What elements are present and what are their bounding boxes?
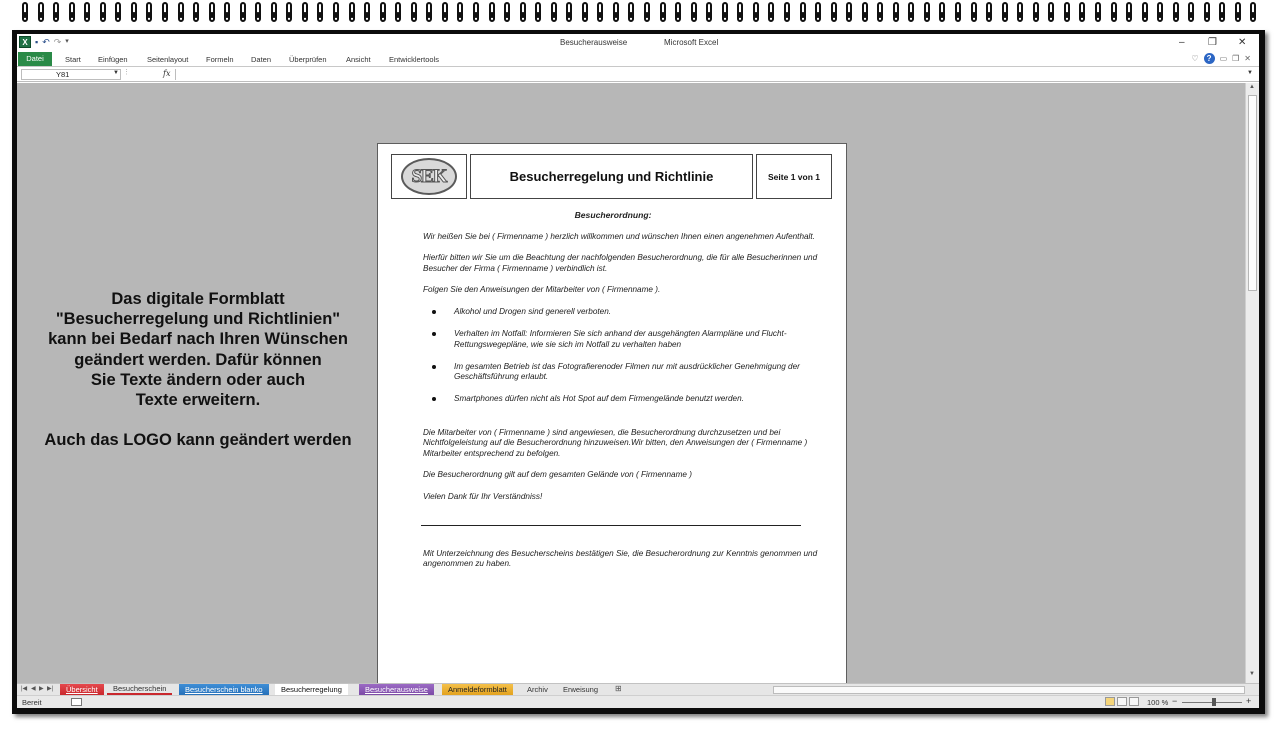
spiral-ring <box>551 2 557 22</box>
undo-icon[interactable]: ↶ <box>42 37 50 47</box>
spiral-ring <box>1079 2 1085 22</box>
prev-sheet-icon[interactable]: ◀ <box>31 686 36 692</box>
spiral-ring <box>1048 2 1054 22</box>
minimize-button[interactable]: – <box>1179 37 1185 48</box>
tab-ueberpruefen[interactable]: Überprüfen <box>289 55 327 64</box>
spiral-ring <box>753 2 759 22</box>
signature-note: Mit Unterzeichnung des Besucherscheins bestätigen Sie, die Besucherordnung zur Kenntnis genommen und angenommen zu haben. <box>423 548 818 569</box>
spiral-ring <box>364 2 370 22</box>
body-paragraph: Vielen Dank für Ihr Verständniss! <box>423 491 543 501</box>
spiral-ring <box>146 2 152 22</box>
body-paragraph: Die Besucherordnung gilt auf dem gesamten Gelände von ( Firmenname ) <box>423 470 692 480</box>
rule-item: Im gesamten Betrieb ist das Fotografierenoder Filmen nur mit ausdrücklicher Genehmigung der Geschäftsführung erlaubt. <box>423 362 823 383</box>
spiral-ring <box>317 2 323 22</box>
spiral-ring <box>939 2 945 22</box>
spiral-ring <box>131 2 137 22</box>
spiral-ring <box>768 2 774 22</box>
spiral-ring <box>831 2 837 22</box>
body-paragraph: Hierfür bitten wir Sie um die Beachtung der nachfolgenden Besucherordnung, die für alle Besucherinnen und Besucher der Firma ( Firmenname ) verbindlich ist. <box>423 253 818 273</box>
spiral-ring <box>504 2 510 22</box>
spiral-ring <box>1033 2 1039 22</box>
window-file-name: Besucherausweise <box>560 38 628 47</box>
spiral-binding <box>0 0 1280 26</box>
promo-line: geändert werden. Dafür können <box>74 350 322 369</box>
document-title[interactable]: Besucherregelung und Richtlinie <box>470 154 753 199</box>
status-bar <box>17 695 1259 708</box>
spiral-ring <box>489 2 495 22</box>
spiral-ring <box>302 2 308 22</box>
spiral-ring <box>908 2 914 22</box>
formula-bar <box>17 68 1259 82</box>
promo-line: Sie Texte ändern oder auch <box>90 370 306 389</box>
promo-line: Das digitale Formblatt <box>111 290 285 308</box>
excel-logo-icon[interactable]: X <box>19 36 31 48</box>
spiral-ring <box>84 2 90 22</box>
spiral-ring <box>1095 2 1101 22</box>
zoom-level[interactable]: 100 % <box>1147 698 1169 707</box>
scroll-up-icon[interactable]: ▲ <box>1249 84 1255 90</box>
sheet-workarea[interactable] <box>17 83 1245 683</box>
spiral-ring <box>800 2 806 22</box>
spiral-ring <box>1064 2 1070 22</box>
spiral-ring <box>255 2 261 22</box>
spiral-ring <box>193 2 199 22</box>
redo-icon[interactable]: ↷ <box>53 37 62 47</box>
sheet-tab-besucherregelung[interactable]: Besucherregelung <box>275 684 348 695</box>
promo-text <box>17 289 379 450</box>
spiral-ring <box>426 2 432 22</box>
insert-sheet-icon[interactable]: ⊞ <box>615 684 622 693</box>
restore-button[interactable]: ❐ <box>1208 37 1217 48</box>
spiral-ring <box>597 2 603 22</box>
sek-logo: SEK <box>401 158 457 195</box>
horizontal-scrollbar[interactable] <box>773 686 1245 694</box>
spiral-ring <box>784 2 790 22</box>
promo-line: Texte erweitern. <box>135 391 261 410</box>
rule-item: Alkohol und Drogen sind generell verboten. <box>423 307 823 318</box>
spiral-ring <box>411 2 417 22</box>
zoom-out-icon[interactable]: − <box>1172 696 1178 706</box>
spiral-ring <box>613 2 619 22</box>
spiral-ring <box>457 2 463 22</box>
spiral-ring <box>660 2 666 22</box>
quick-access-toolbar <box>19 36 69 48</box>
spiral-ring <box>846 2 852 22</box>
last-sheet-icon[interactable]: ▶| <box>47 686 54 692</box>
view-buttons <box>1105 697 1139 706</box>
promo-line: "Besucherregelung und Richtlinien" <box>55 310 341 329</box>
spiral-ring <box>1250 2 1256 22</box>
spiral-ring <box>1219 2 1225 22</box>
tab-entwicklertools[interactable]: Entwicklertools <box>389 55 440 64</box>
spiral-ring <box>691 2 697 22</box>
sheet-tab-archiv[interactable]: Archiv <box>527 685 548 694</box>
spiral-ring <box>877 2 883 22</box>
spiral-ring <box>1204 2 1210 22</box>
first-sheet-icon[interactable]: |◀ <box>21 686 28 692</box>
spiral-ring <box>209 2 215 22</box>
spiral-ring <box>333 2 339 22</box>
spiral-ring <box>986 2 992 22</box>
tab-formeln[interactable]: Formeln <box>206 55 234 64</box>
scroll-thumb[interactable] <box>1248 95 1257 291</box>
minimize-ribbon-icon[interactable]: ♡ <box>1191 54 1199 63</box>
spiral-ring <box>628 2 634 22</box>
spiral-ring <box>582 2 588 22</box>
customize-qat-icon[interactable]: ▾ <box>65 38 69 45</box>
normal-view-icon[interactable] <box>1105 697 1115 706</box>
page-info[interactable]: Seite 1 von 1 <box>756 154 832 199</box>
signature-line <box>421 525 801 526</box>
spiral-ring <box>473 2 479 22</box>
spiral-ring <box>862 2 868 22</box>
ribbon-window-controls <box>1191 53 1251 64</box>
spiral-ring <box>971 2 977 22</box>
sheet-tab-besucherschein-blanko[interactable]: Besucherschein blanko <box>179 684 269 695</box>
promo-logo-line: Auch das LOGO kann geändert werden <box>44 431 352 450</box>
body-paragraph: Folgen Sie den Anweisungen der Mitarbeiter von ( Firmenname ). <box>423 285 661 295</box>
status-ready: Bereit <box>22 698 42 707</box>
spiral-ring <box>1157 2 1163 22</box>
spiral-ring <box>520 2 526 22</box>
sheet-tab-uebersicht[interactable]: Übersicht <box>60 684 104 695</box>
chevron-down-icon[interactable]: ▼ <box>113 70 119 76</box>
body-paragraph: Die Mitarbeiter von ( Firmenname ) sind angewiesen, die Besucherordnung durchzusetzen und bei Nichtfolgeleistung auf die Besucherordnung hinzuweisen.Wir bitten, den Anweisungen der ( Firmenname ) Mitarbeiter entsprechend zu befolgen. <box>423 427 808 458</box>
spiral-ring <box>1235 2 1241 22</box>
sheet-tab-anmeldeformblatt[interactable]: Anmeldeformblatt <box>442 684 513 695</box>
formula-input[interactable] <box>175 69 1245 80</box>
sheet-tab-erweisung[interactable]: Erweisung <box>563 685 599 694</box>
spiral-ring <box>1126 2 1132 22</box>
next-sheet-icon[interactable]: ▶ <box>39 686 44 692</box>
spiral-ring <box>1173 2 1179 22</box>
body-paragraph: Wir heißen Sie bei ( Firmenname ) herzlich willkommen und wünschen Ihnen einen angenehmen Aufenthalt. <box>423 231 815 241</box>
window-app-name: Microsoft Excel <box>664 38 719 47</box>
spiral-ring <box>240 2 246 22</box>
tab-einfuegen[interactable]: Einfügen <box>98 55 128 64</box>
document-body <box>423 210 823 581</box>
spiral-ring <box>224 2 230 22</box>
rule-item: Smartphones dürfen nicht als Hot Spot auf dem Firmengelände benutzt werden. <box>423 394 823 405</box>
spiral-ring <box>924 2 930 22</box>
spiral-ring <box>380 2 386 22</box>
spiral-ring <box>69 2 75 22</box>
spiral-ring <box>1188 2 1194 22</box>
scroll-down-icon[interactable]: ▼ <box>1249 671 1255 677</box>
sheet-tab-besucherausweise[interactable]: Besucherausweise <box>359 684 434 695</box>
spiral-ring <box>395 2 401 22</box>
spiral-ring <box>100 2 106 22</box>
spiral-ring <box>286 2 292 22</box>
logo-cell[interactable] <box>391 154 467 199</box>
promo-line: kann bei Bedarf nach Ihren Wünschen <box>48 330 348 349</box>
spiral-ring <box>893 2 899 22</box>
spiral-ring <box>22 2 28 22</box>
ribbon-tabs <box>17 52 1259 67</box>
expand-formula-bar-icon[interactable]: ▼ <box>1247 70 1253 76</box>
vertical-scrollbar[interactable] <box>1245 83 1259 683</box>
workbook-minimize-icon[interactable]: ▭ <box>1219 54 1228 63</box>
spiral-ring <box>442 2 448 22</box>
spiral-ring <box>675 2 681 22</box>
spiral-ring <box>815 2 821 22</box>
title-bar <box>17 34 1259 52</box>
spiral-ring <box>955 2 961 22</box>
spiral-ring <box>1017 2 1023 22</box>
spiral-ring <box>566 2 572 22</box>
spiral-ring <box>162 2 168 22</box>
tab-datei[interactable]: Datei <box>18 52 52 66</box>
name-box[interactable]: Y81 <box>21 69 121 80</box>
workbook-restore-icon[interactable]: ❐ <box>1232 54 1240 63</box>
rules-list <box>423 307 823 405</box>
spiral-ring <box>722 2 728 22</box>
help-icon[interactable]: ? <box>1204 53 1215 64</box>
spiral-ring <box>53 2 59 22</box>
tab-ansicht[interactable]: Ansicht <box>346 55 371 64</box>
spiral-ring <box>1142 2 1148 22</box>
spiral-ring <box>349 2 355 22</box>
body-heading: Besucherordnung: <box>574 210 652 220</box>
page-break-view-icon[interactable] <box>1129 697 1139 706</box>
spiral-ring <box>271 2 277 22</box>
spiral-ring <box>178 2 184 22</box>
spiral-ring <box>115 2 121 22</box>
document-page <box>377 143 847 708</box>
spiral-ring <box>535 2 541 22</box>
close-button[interactable]: ✕ <box>1238 37 1247 48</box>
tab-daten[interactable]: Daten <box>251 55 272 64</box>
formula-bar-splitter-icon[interactable]: ⋮ <box>123 69 130 76</box>
spiral-ring <box>737 2 743 22</box>
macro-record-icon[interactable] <box>71 698 82 706</box>
zoom-in-icon[interactable]: + <box>1246 696 1252 706</box>
save-icon[interactable]: ▪ <box>35 37 39 47</box>
tab-start[interactable]: Start <box>65 55 81 64</box>
page-layout-view-icon[interactable] <box>1117 697 1127 706</box>
spiral-ring <box>1002 2 1008 22</box>
sheet-tab-bar <box>17 683 1259 695</box>
tab-seitenlayout[interactable]: Seitenlayout <box>147 55 189 64</box>
insert-function-icon[interactable]: fx <box>163 69 171 78</box>
sheet-tab-besucherschein[interactable]: Besucherschein <box>107 684 172 695</box>
workbook-close-icon[interactable]: ✕ <box>1244 54 1251 63</box>
excel-window <box>17 34 1259 708</box>
spiral-ring <box>706 2 712 22</box>
rule-item: Verhalten im Notfall: Informieren Sie sich anhand der ausgehängten Alarmpläne und Flucht- Rettungswegepläne, wie sie sich im Notfall zu verhalten haben <box>423 329 823 350</box>
spiral-ring <box>1111 2 1117 22</box>
spiral-ring <box>38 2 44 22</box>
zoom-slider-thumb[interactable] <box>1212 698 1216 706</box>
spiral-ring <box>644 2 650 22</box>
